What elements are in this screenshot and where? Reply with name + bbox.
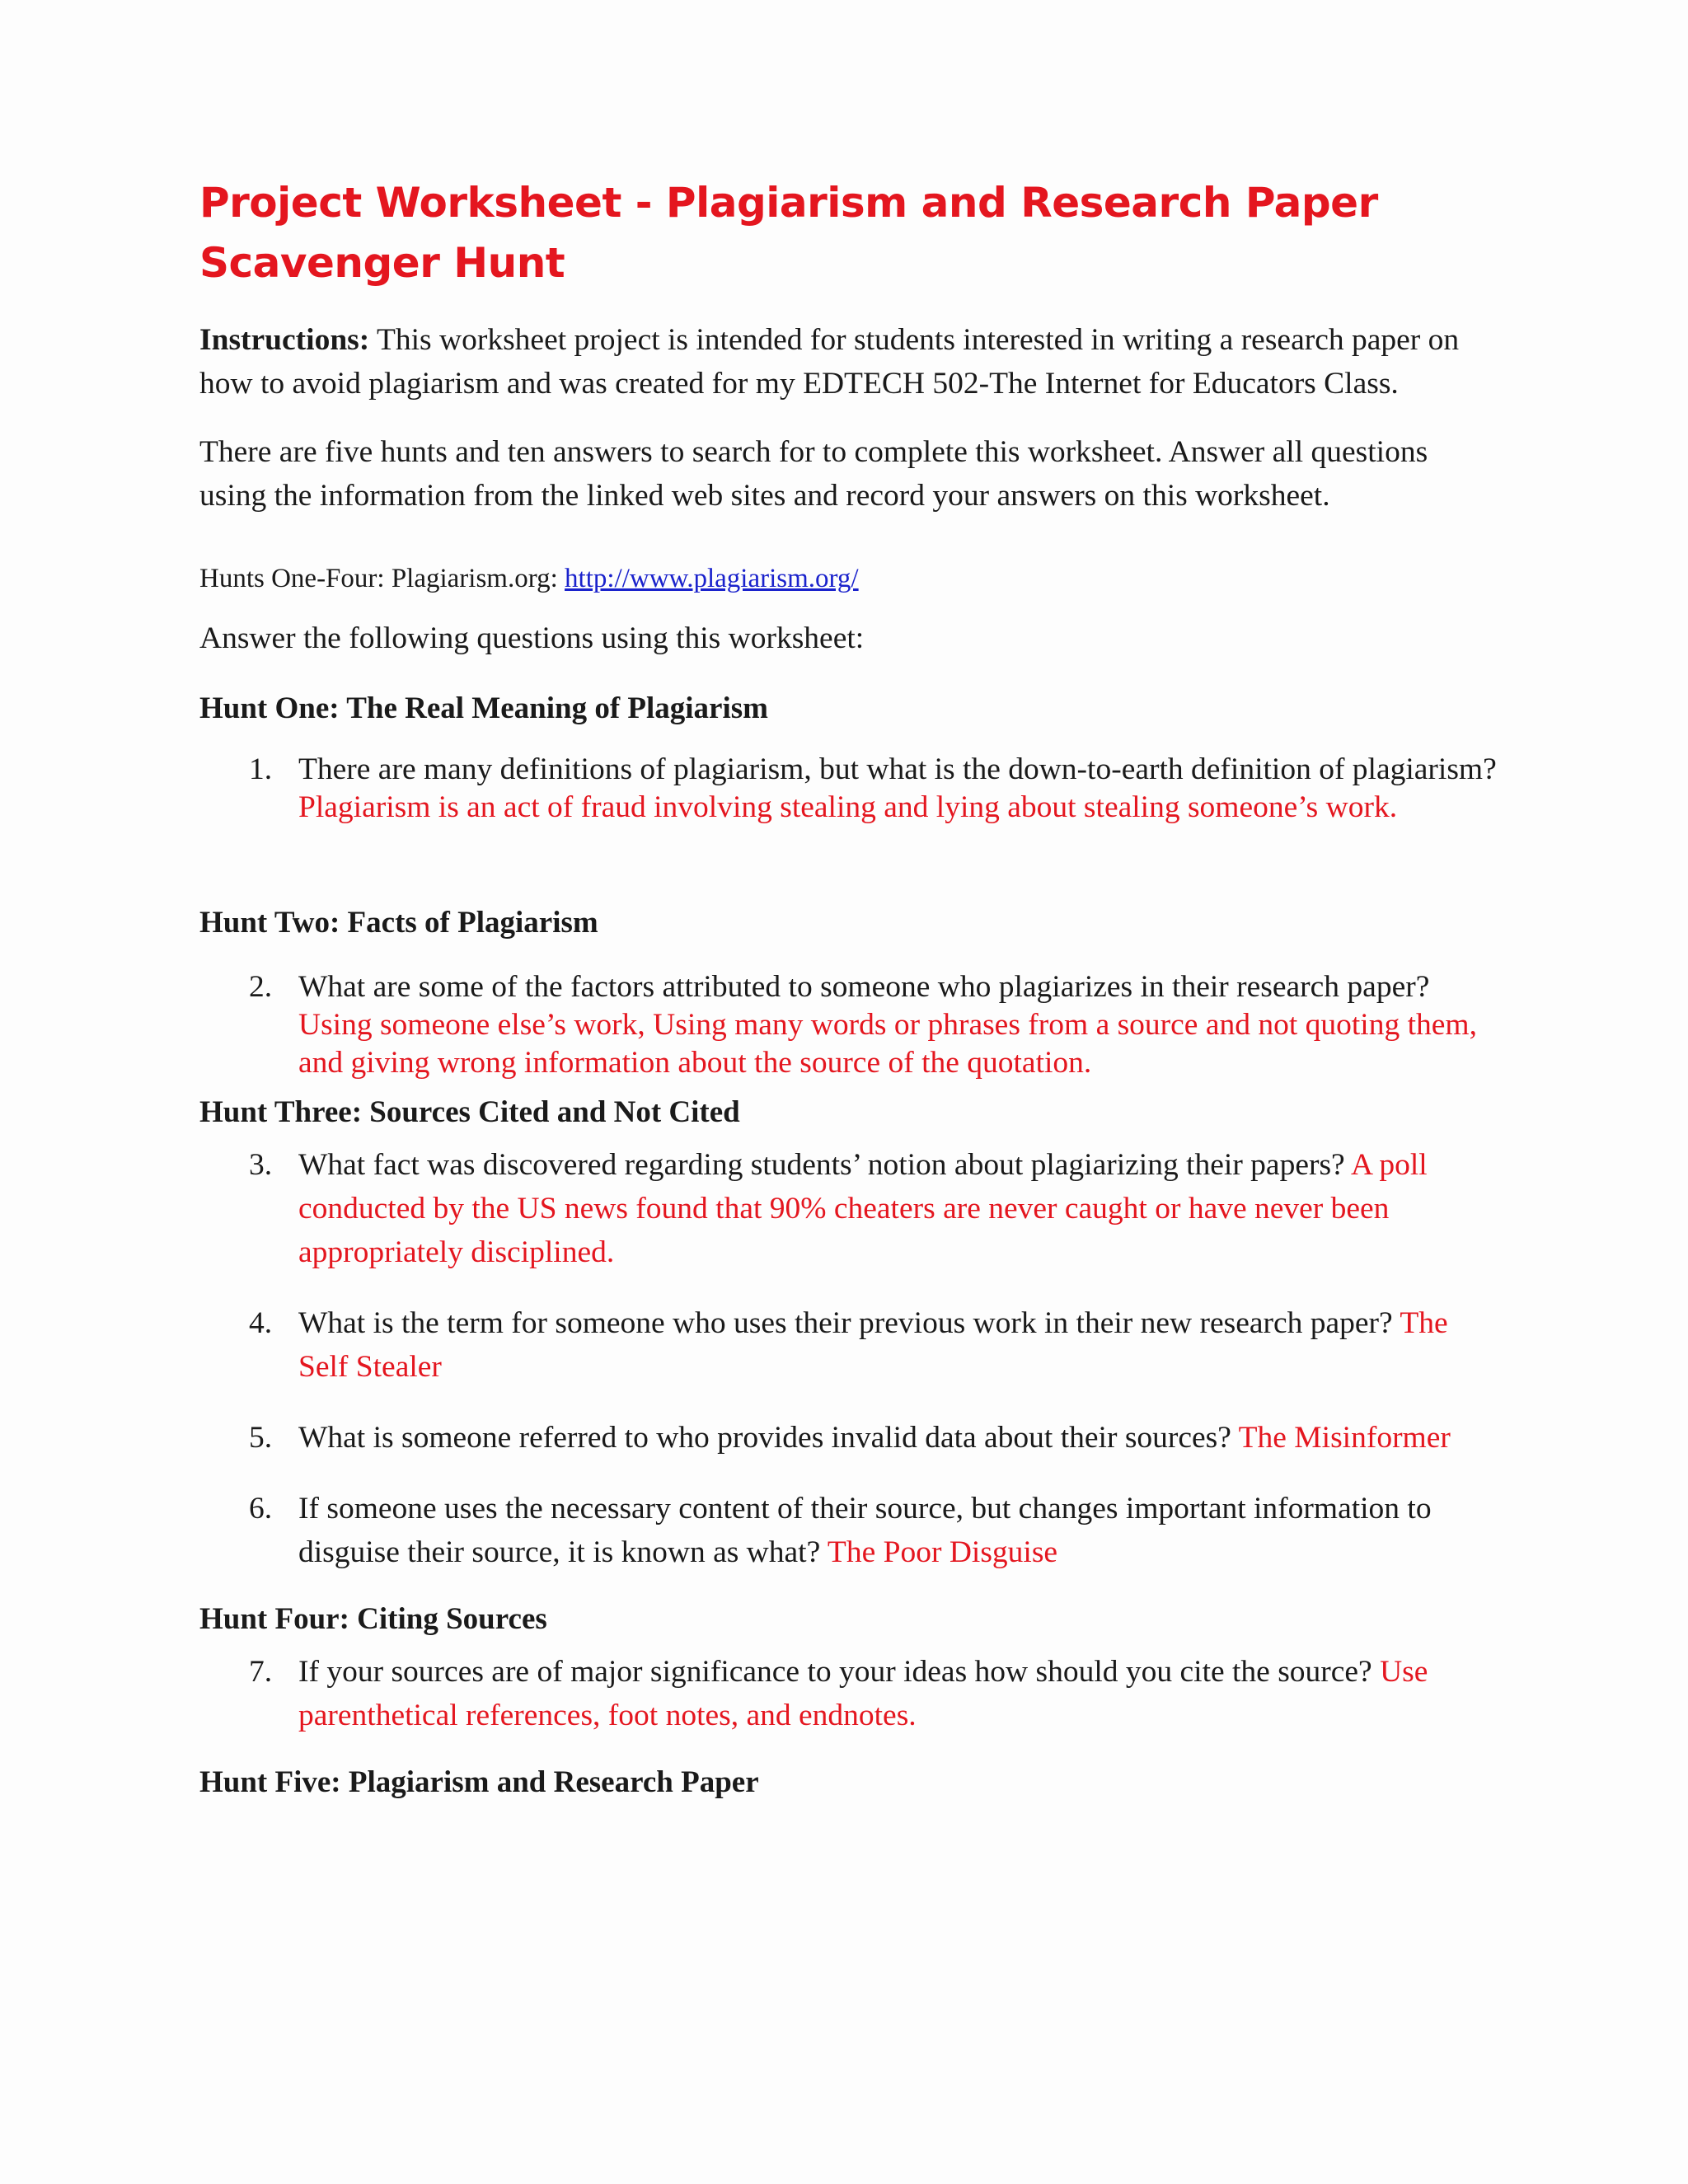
answer-text: Using someone else’s work, Using many words or phrases from a source and not quoting them, and giving wrong information about the source of the quotation. — [298, 1008, 1477, 1080]
question-text: If your sources are of major significance to your ideas how should you cite the source? — [298, 1655, 1381, 1689]
question-text: What fact was discovered regarding students’ notion about plagiarizing their papers? — [298, 1148, 1351, 1182]
question-item — [199, 968, 1502, 1082]
page-title: Project Worksheet - Plagiarism and Research Paper Scavenger Hunt — [199, 179, 1378, 287]
hunt-heading: Hunt Three: Sources Cited and Not Cited — [199, 1095, 740, 1129]
answer-text: The Poor Disguise — [827, 1535, 1058, 1569]
question-text: What is the term for someone who uses their previous work in their new research paper? — [298, 1306, 1400, 1340]
question-text: If someone uses the necessary content of their source, but changes important information to disguise their source, it is known as what? — [298, 1492, 1432, 1569]
hunt-heading: Hunt Two: Facts of Plagiarism — [199, 906, 598, 940]
worksheet-page — [199, 173, 1502, 1803]
question-number: 2. — [249, 970, 273, 1004]
question-item — [199, 1416, 1502, 1460]
question-item — [199, 1487, 1502, 1574]
answer-text: Plagiarism is an act of fraud involving stealing and lying about stealing someone’s work. — [298, 790, 1398, 824]
question-number: 3. — [249, 1148, 273, 1182]
question-number: 6. — [249, 1492, 273, 1526]
hunt-heading: Hunt Four: Citing Sources — [199, 1602, 547, 1636]
answer-text: The Self Stealer — [298, 1306, 1448, 1384]
instructions-text: This worksheet project is intended for students interested in writing a research paper on how to avoid plagiarism and was created for my EDTECH 502-The Internet for Educators Class. — [199, 323, 1460, 401]
hunt-heading: Hunt One: The Real Meaning of Plagiarism — [199, 691, 768, 725]
answer-text: Use parenthetical references, foot notes, and endnotes. — [298, 1655, 1428, 1732]
hunt-heading: Hunt Five: Plagiarism and Research Paper — [199, 1765, 759, 1799]
question-item — [199, 1143, 1502, 1274]
question-text: There are many definitions of plagiarism, but what is the down-to-earth definition of plagiarism? — [298, 752, 1497, 786]
question-number: 5. — [249, 1421, 273, 1455]
question-item — [199, 1650, 1502, 1737]
question-item — [199, 1301, 1502, 1389]
source-label: Hunts One-Four: Plagiarism.org: — [199, 564, 565, 593]
question-text: What is someone referred to who provides invalid data about their sources? — [298, 1421, 1239, 1455]
plagiarism-org-link[interactable]: http://www.plagiarism.org/ — [565, 564, 859, 593]
intro-paragraph: There are five hunts and ten answers to search for to complete this worksheet. Answer all questions using the information from the linked web sites and record your answers on this worksheet. — [199, 435, 1428, 513]
instructions-label: Instructions: — [199, 323, 370, 357]
question-number: 1. — [249, 752, 273, 786]
lead-text: Answer the following questions using this worksheet: — [199, 621, 865, 655]
source-line — [199, 559, 1502, 598]
question-item — [199, 751, 1502, 827]
question-number: 4. — [249, 1306, 273, 1340]
question-text: What are some of the factors attributed to someone who plagiarizes in their research paper? — [298, 970, 1430, 1004]
answer-text: The Misinformer — [1238, 1421, 1451, 1455]
question-number: 7. — [249, 1655, 273, 1689]
instructions-paragraph — [199, 318, 1502, 405]
answer-text: A poll conducted by the US news found that 90% cheaters are never caught or have never been appropriately disciplined. — [298, 1148, 1428, 1269]
